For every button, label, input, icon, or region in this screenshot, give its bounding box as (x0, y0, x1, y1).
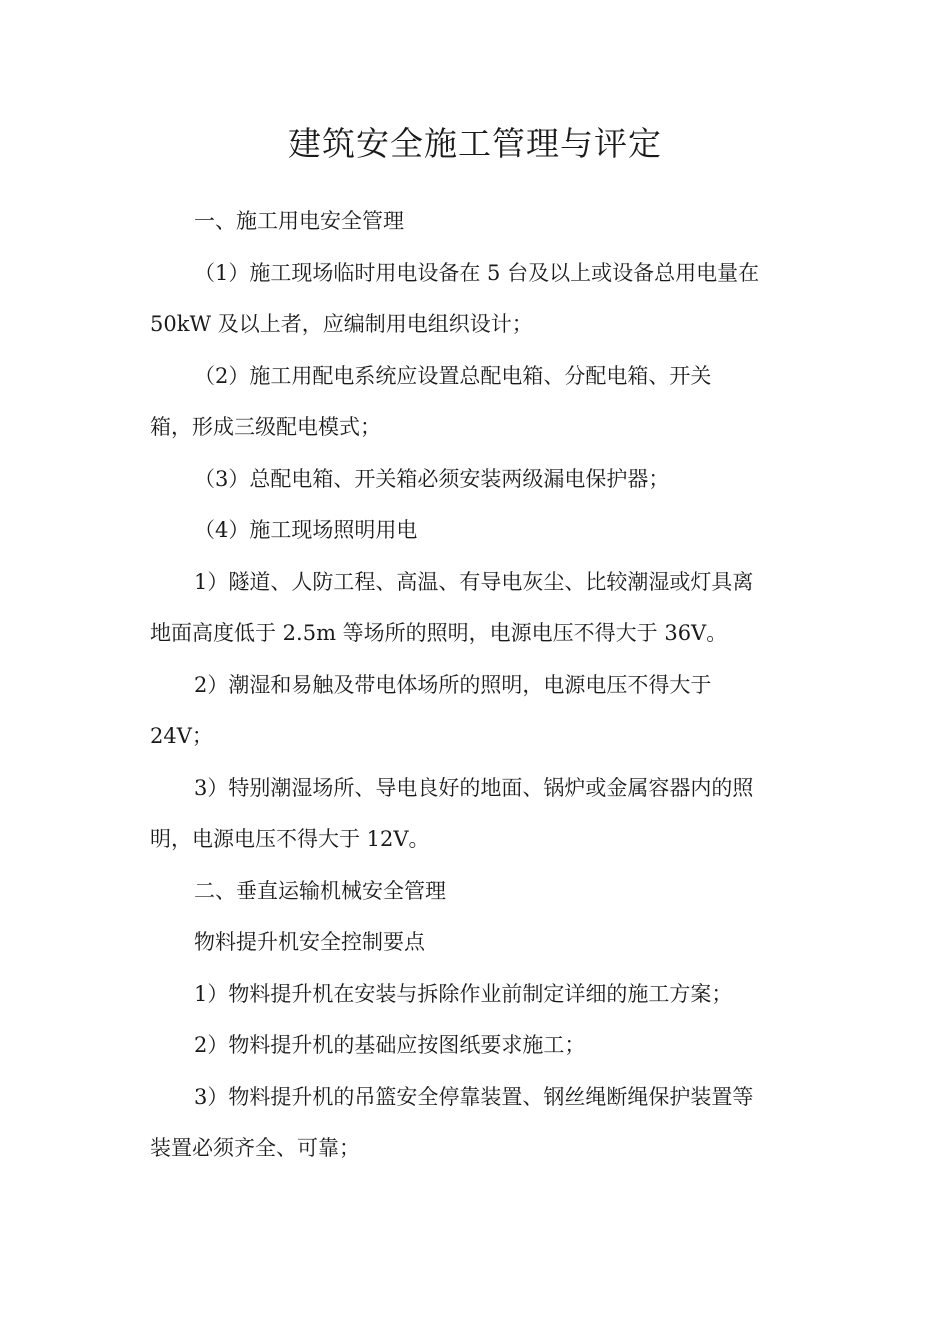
paragraph-line: （1）施工现场临时用电设备在 5 台及以上或设备总用电量在 (194, 260, 760, 285)
document-body (150, 196, 790, 1175)
paragraph-line: 明，电源电压不得大于 12V。 (150, 827, 430, 851)
paragraph-line: 一、施工用电安全管理 (194, 209, 404, 233)
paragraph-line: （2）施工用配电系统应设置总配电箱、分配电箱、开关 (194, 363, 712, 388)
paragraph-line: （4）施工现场照明用电 (194, 518, 418, 542)
paragraph-line: 地面高度低于 2.5m 等场所的照明，电源电压不得大于 36V。 (150, 621, 728, 645)
paragraph-line: 1）隧道、人防工程、高温、有导电灰尘、比较潮湿或灯具离 (194, 569, 754, 594)
paragraph-line: 箱，形成三级配电模式； (150, 415, 381, 439)
paragraph-line: 3）特别潮湿场所、导电良好的地面、锅炉或金属容器内的照 (194, 775, 754, 800)
paragraph-line: 2）物料提升机的基础应按图纸要求施工； (194, 1033, 586, 1057)
paragraph-line: 1）物料提升机在安装与拆除作业前制定详细的施工方案； (194, 981, 733, 1006)
paragraph-line: 装置必须齐全、可靠； (150, 1136, 360, 1160)
paragraph-line: 2）潮湿和易触及带电体场所的照明，电源电压不得大于 (194, 672, 712, 697)
paragraph-line: 二、垂直运输机械安全管理 (194, 878, 446, 903)
paragraph-line: 50kW 及以上者，应编制用电组织设计； (150, 312, 533, 336)
paragraph-line: 物料提升机安全控制要点 (194, 930, 425, 954)
document-title: 建筑安全施工管理与评定 (288, 124, 662, 163)
paragraph-line: （3）总配电箱、开关箱必须安装两级漏电保护器； (194, 466, 670, 491)
paragraph-line: 3）物料提升机的吊篮安全停靠装置、钢丝绳断绳保护装置等 (194, 1084, 754, 1109)
paragraph-line: 24V； (150, 724, 213, 748)
